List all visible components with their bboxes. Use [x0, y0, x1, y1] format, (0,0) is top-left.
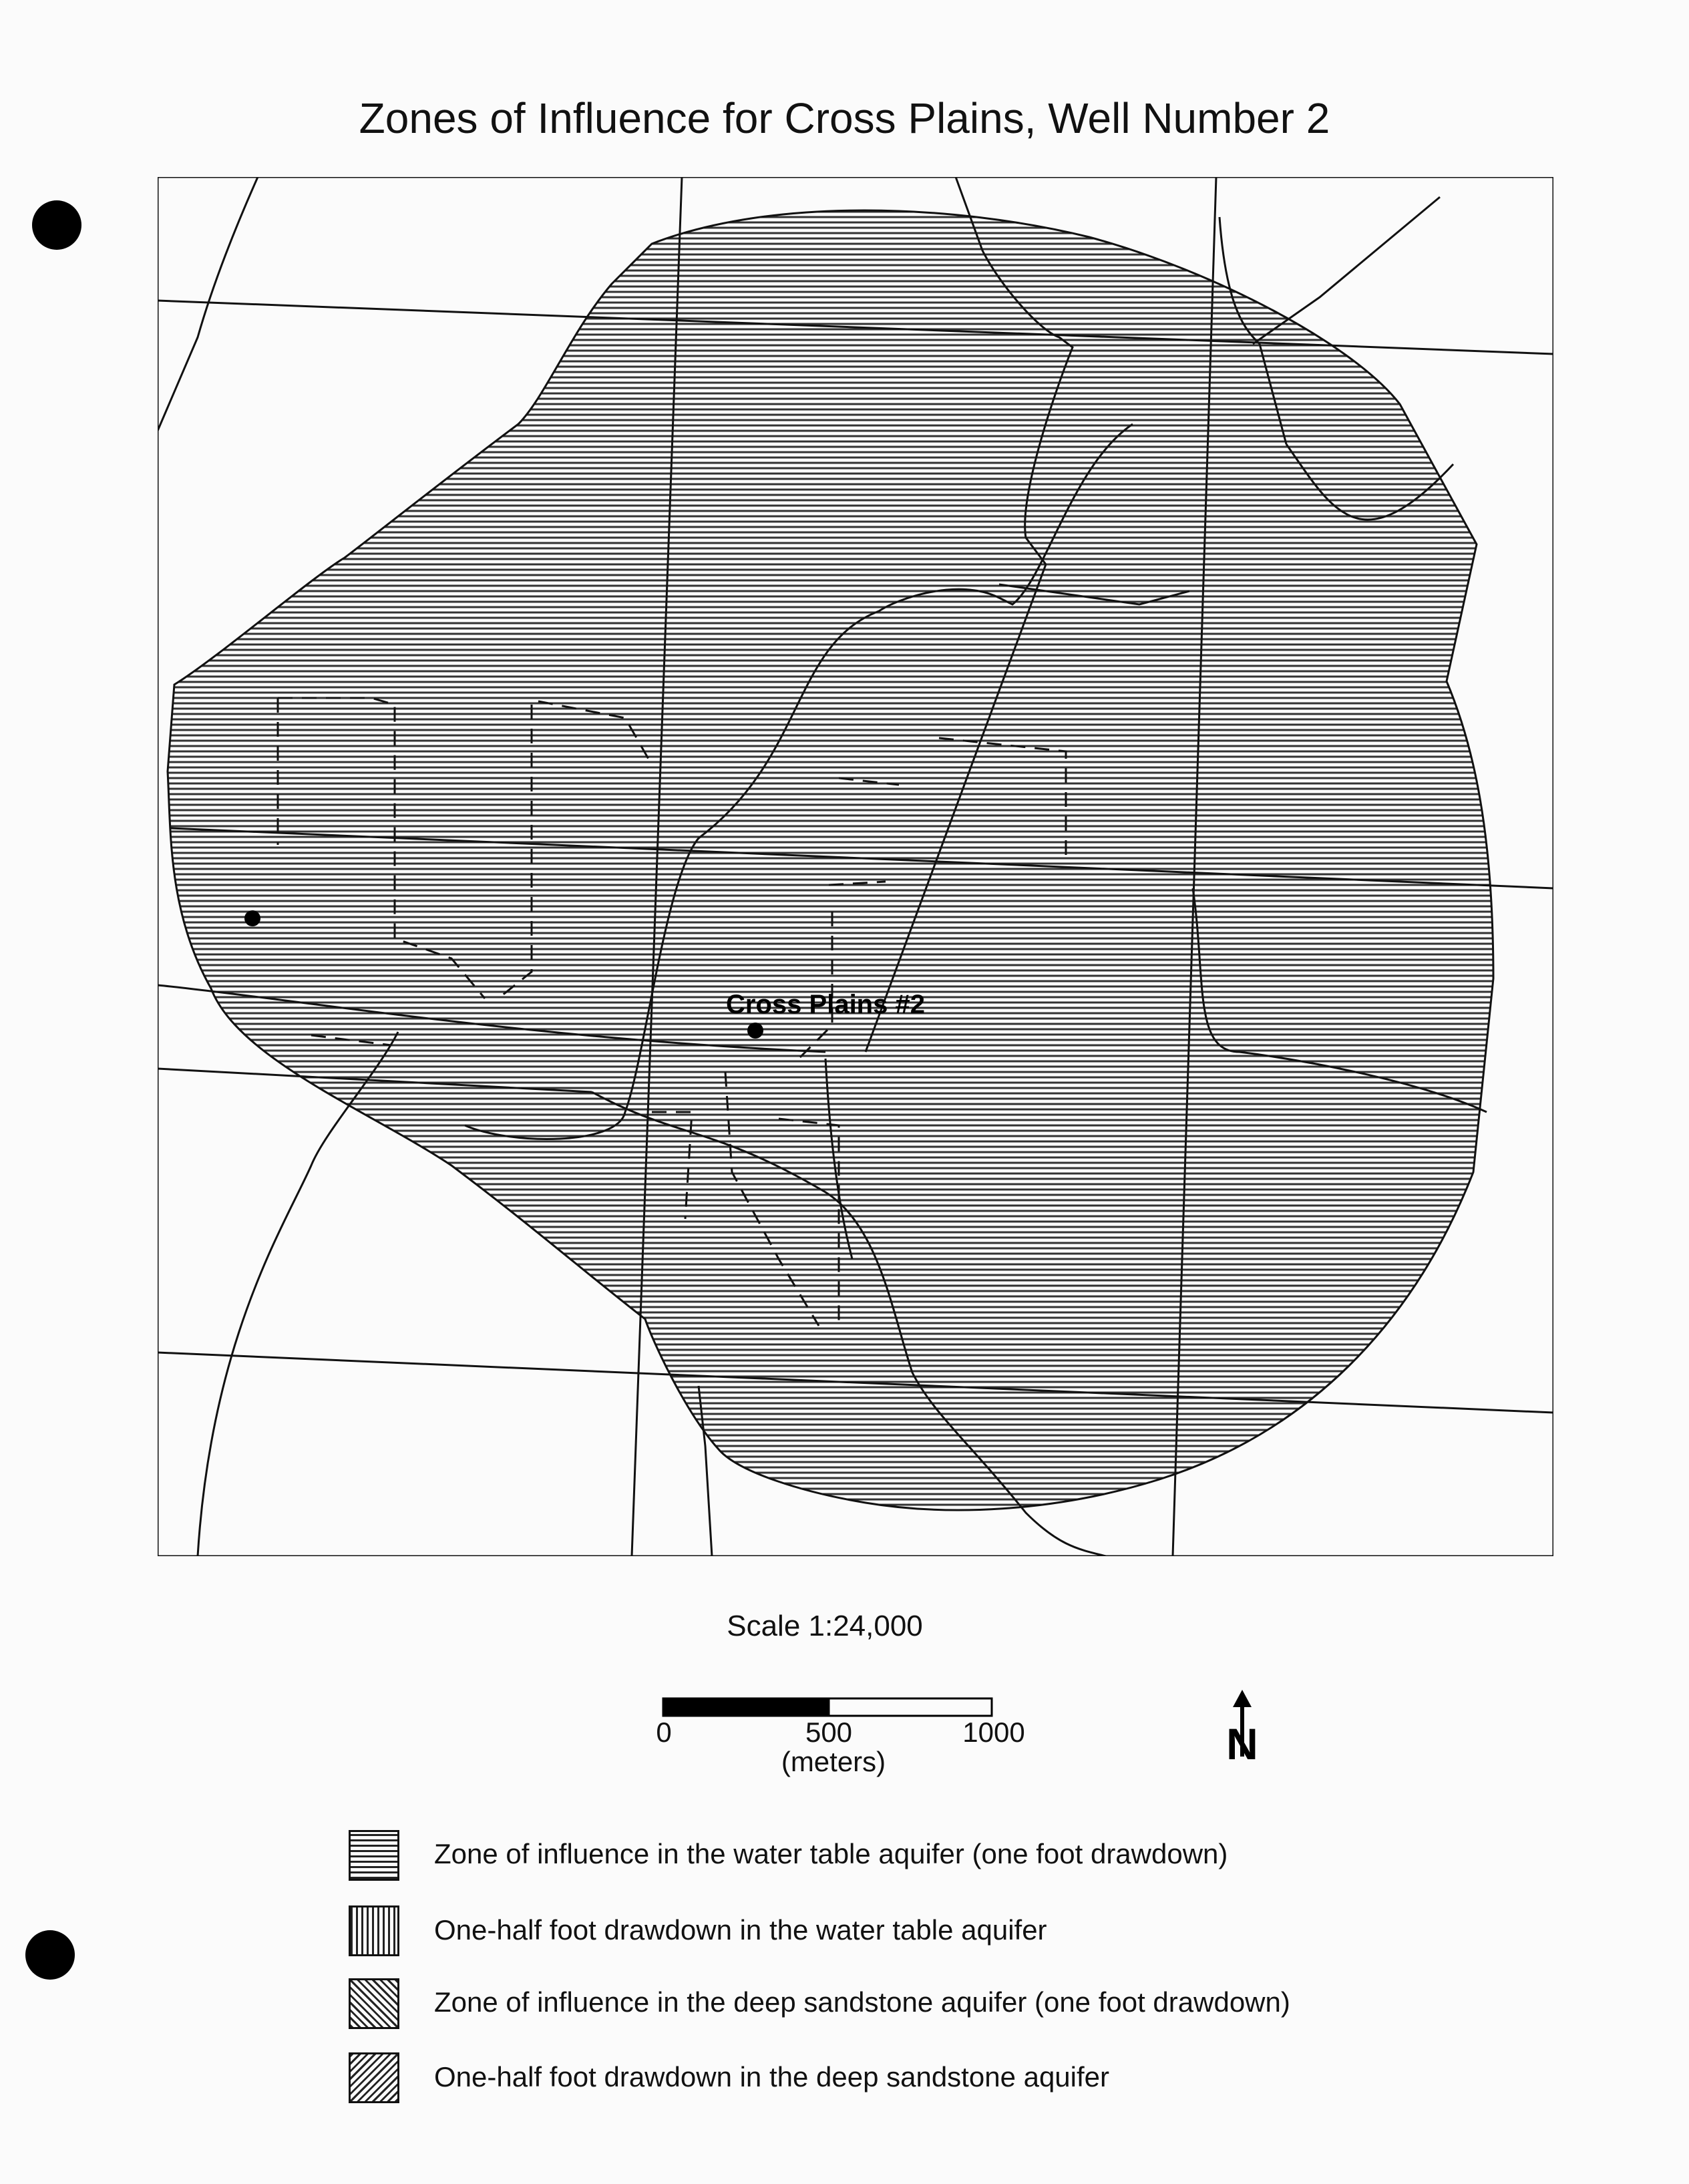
legend-label-sandstone-one-foot: Zone of influence in the deep sandstone aquifer (one foot drawdown) [434, 1986, 1290, 2018]
legend-swatch-diagonal-down [349, 1978, 399, 2029]
well-label: Cross Plains #2 [726, 990, 925, 1019]
north-letter: N [1226, 1719, 1258, 1763]
scale-label: Scale 1:24,000 [727, 1610, 923, 1642]
map-frame [158, 177, 1553, 1556]
map-title: Zones of Influence for Cross Plains, Well Number 2 [359, 94, 1330, 142]
legend-label-water-table-one-foot: Zone of influence in the water table aquifer (one foot drawdown) [434, 1838, 1228, 1869]
legend-swatch-horizontal-lines [349, 1830, 399, 1881]
legend-swatch-vertical-lines [349, 1905, 399, 1956]
legend-swatch-diagonal-up [349, 2052, 399, 2103]
scale-tick-0: 0 [656, 1716, 672, 1748]
legend-label-sandstone-half-foot: One-half foot drawdown in the deep sandstone aquifer [434, 2061, 1110, 2092]
cross-plains-well-point [747, 1023, 763, 1039]
scale-tick-1000: 1000 [962, 1716, 1025, 1748]
legend-label-water-table-half-foot: One-half foot drawdown in the water table aquifer [434, 1914, 1047, 1946]
scale-units: (meters) [781, 1746, 886, 1777]
north-arrow-icon [1215, 1690, 1269, 1763]
punch-hole-bottom [25, 1930, 75, 1980]
well-point [244, 910, 260, 926]
scale-tick-500: 500 [805, 1716, 853, 1748]
punch-hole-top [32, 200, 81, 250]
